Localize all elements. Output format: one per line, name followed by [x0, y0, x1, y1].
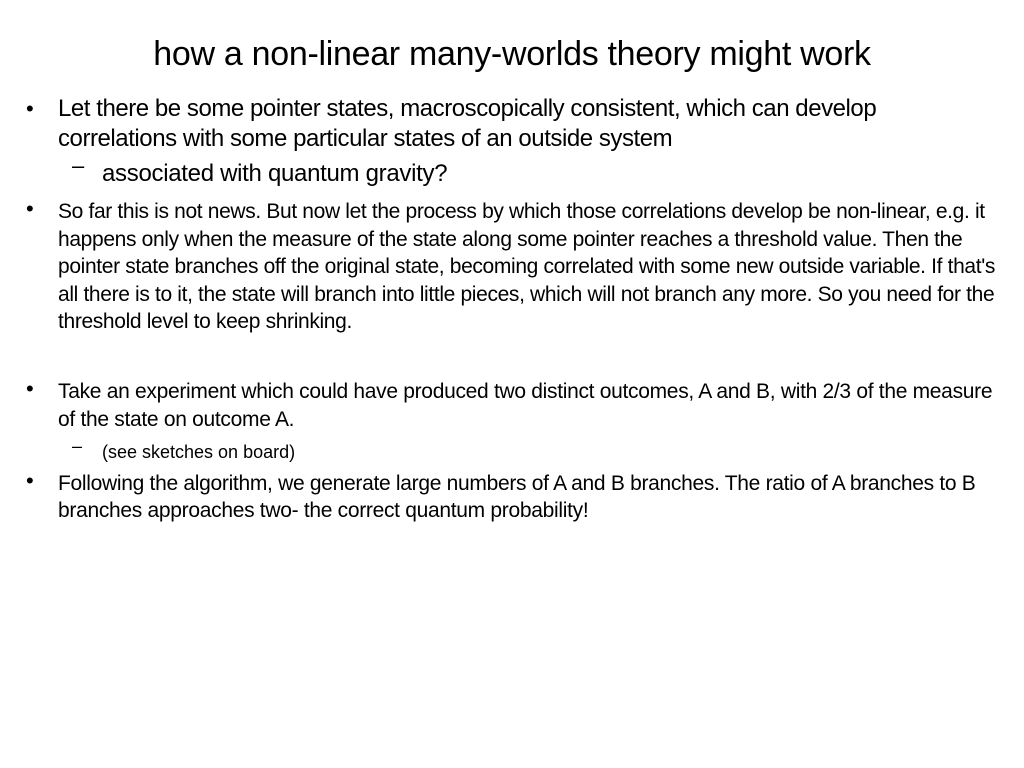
bullet-item — [20, 198, 1000, 336]
bullet-item — [20, 467, 1000, 525]
sub-bullet-item — [20, 153, 1000, 190]
bullet-text: Following the algorithm, we generate large numbers of A and B branches. The ratio of A branches to B branches approaches two- the correct quantum probability! — [58, 471, 976, 522]
bullet-dot-icon: • — [26, 375, 34, 401]
dash-icon: – — [72, 435, 83, 456]
bullet-item — [20, 94, 1000, 154]
slide-body — [20, 90, 1000, 525]
bullet-text: Let there be some pointer states, macroscopically consistent, which can develop correlations with some particular states of an outside system — [58, 95, 877, 152]
slide-title: how a non-linear many-worlds theory might work — [153, 35, 871, 73]
bullet-text: Take an experiment which could have produced two distinct outcomes, A and B, with 2/3 of the measure of the state on outcome A. — [58, 379, 993, 431]
dash-icon: – — [72, 153, 84, 178]
bullet-dot-icon: • — [26, 196, 34, 221]
sub-bullet-text: associated with quantum gravity? — [102, 160, 448, 187]
bullet-text: So far this is not news. But now let the process by which those correlations develop be non-linear, e.g. it happens only when the measure of the state along some pointer reaches a threshold value. Then the pointer state branches off the original state, becoming correlated with some new outside variable. If that's all there is to it, the state will branch into little pieces, which will not branch any more. So you need for the threshold level to keep shrinking. — [58, 200, 996, 333]
bullet-dot-icon: • — [26, 96, 34, 121]
sub-bullet-item — [20, 435, 1000, 464]
sub-bullet-text: (see sketches on board) — [102, 441, 296, 462]
bullet-dot-icon: • — [26, 467, 34, 493]
bullet-item — [20, 375, 1000, 434]
